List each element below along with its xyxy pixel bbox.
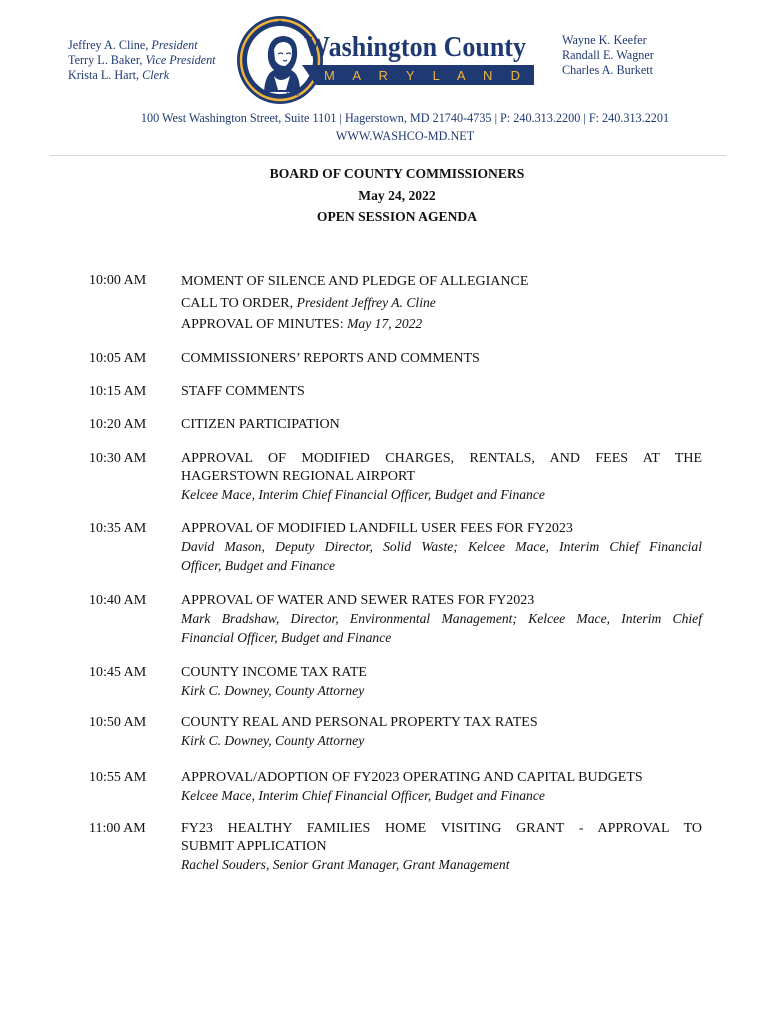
- agenda-line: [181, 664, 702, 682]
- agenda-line-text: COUNTY INCOME TAX RATE: [181, 665, 367, 680]
- agenda-time: 10:05 AM: [89, 351, 147, 366]
- agenda-line-text: APPROVAL OF MINUTES:: [181, 317, 348, 332]
- agenda-line: [181, 769, 702, 787]
- agenda-line-italic: Kelcee Mace, Interim Chief Financial Officer, Budget and Finance: [181, 788, 545, 803]
- agenda-body: [181, 416, 702, 434]
- agenda-body: [181, 520, 702, 576]
- agenda-line-text: MOMENT OF SILENCE AND PLEDGE OF ALLEGIANCE: [181, 274, 529, 289]
- seal-year: 1776: [286, 91, 299, 98]
- address-line: 100 West Washington Street, Suite 1101 | Hagerstown, MD 21740-4735 | P: 240.313.2200 | F: 240.313.2201: [140, 111, 670, 125]
- agenda-line: [181, 383, 702, 401]
- agenda-time: 10:30 AM: [89, 451, 147, 466]
- agenda-line-text: COUNTY REAL AND PERSONAL PROPERTY TAX RATES: [181, 715, 538, 730]
- agenda-body: [181, 383, 702, 401]
- agenda-line-italic: Kirk C. Downey, County Attorney: [181, 733, 365, 748]
- agenda-line: [181, 520, 702, 538]
- agenda-line: [181, 486, 702, 505]
- agenda-title-block: [0, 163, 770, 228]
- washington-county-logo: [234, 14, 536, 106]
- officer-line: Jeffrey A. Cline, President: [68, 38, 198, 52]
- officer-name: Terry L. Baker: [68, 53, 140, 67]
- commissioner-name: Charles A. Burkett: [562, 63, 654, 77]
- agenda-time: 10:35 AM: [89, 521, 147, 536]
- meeting-date: May 24, 2022: [358, 187, 436, 203]
- agenda-line-text: SUBMIT APPLICATION: [181, 839, 327, 854]
- agenda-line: [181, 820, 702, 838]
- agenda-time: 10:50 AM: [89, 715, 147, 730]
- agenda-line: [181, 592, 702, 610]
- agenda-line-italic: David Mason, Deputy Director, Solid Waste; Kelcee Mace, Interim Chief Financial: [181, 539, 702, 554]
- agenda-line-text: HAGERSTOWN REGIONAL AIRPORT: [181, 469, 416, 484]
- agenda-line: [181, 450, 702, 468]
- agenda-time: 10:40 AM: [89, 593, 147, 608]
- officer-role: President: [151, 38, 198, 52]
- agenda-line: [181, 293, 702, 315]
- agenda-time: 10:45 AM: [89, 665, 147, 680]
- agenda-line: [181, 714, 702, 732]
- agenda-line-italic: Officer, Budget and Finance: [181, 558, 336, 573]
- agenda-line-italic: Kirk C. Downey, County Attorney: [181, 683, 365, 698]
- agenda-line: [181, 682, 702, 701]
- agenda-line: [181, 732, 702, 751]
- agenda-line: [181, 468, 702, 486]
- agenda-line: [181, 350, 702, 368]
- header-divider: [50, 155, 726, 156]
- officer-name: Krista L. Hart: [68, 68, 137, 82]
- agenda-body: [181, 450, 702, 505]
- agenda-line-text: APPROVAL OF WATER AND SEWER RATES FOR FY2023: [181, 593, 535, 608]
- website-link[interactable]: WWW.WASHCO-MD.NET: [335, 129, 475, 143]
- agenda-line: [181, 557, 702, 576]
- officer-name: Jeffrey A. Cline: [68, 38, 146, 52]
- agenda-time: 10:55 AM: [89, 770, 147, 785]
- agenda-line-italic: Rachel Souders, Senior Grant Manager, Grant Management: [181, 857, 510, 872]
- agenda-body: [181, 820, 702, 875]
- agenda-time: 11:00 AM: [89, 821, 146, 836]
- agenda-line-italic: Mark Bradshaw, Director, Environmental Management; Kelcee Mace, Interim Chief: [181, 611, 702, 626]
- commissioners-list: [562, 33, 654, 78]
- agenda-line: [181, 314, 702, 336]
- agenda-line-text: STAFF COMMENTS: [181, 384, 305, 399]
- officer-line: Krista L. Hart, Clerk: [68, 68, 170, 82]
- officer-role: Clerk: [142, 68, 170, 82]
- agenda-line-text: CITIZEN PARTICIPATION: [181, 417, 340, 432]
- commissioner-name: Wayne K. Keefer: [562, 33, 647, 47]
- agenda-line-italic: May 17, 2022: [347, 316, 423, 331]
- officers-list: [68, 38, 216, 83]
- agenda-line: [181, 838, 702, 856]
- officer-line: Terry L. Baker, Vice President: [68, 53, 216, 67]
- agenda-line-italic: President Jeffrey A. Cline: [296, 294, 436, 310]
- agenda-line: [181, 416, 702, 434]
- board-title: BOARD OF COUNTY COMMISSIONERS: [269, 166, 525, 181]
- agenda-body: [181, 769, 702, 806]
- agenda-body: [181, 664, 702, 701]
- commissioner-name: Randall E. Wagner: [562, 48, 654, 62]
- agenda-line: [181, 787, 702, 806]
- agenda-line-text: CALL TO ORDER,: [181, 295, 297, 311]
- agenda-time: 10:20 AM: [89, 417, 147, 432]
- agenda-line-text: COMMISSIONERS’ REPORTS AND COMMENTS: [181, 351, 480, 366]
- agenda-line-text: APPROVAL/ADOPTION OF FY2023 OPERATING AND CAPITAL BUDGETS: [181, 770, 643, 785]
- logo-title: Washington County: [304, 32, 526, 63]
- agenda-line-text: APPROVAL OF MODIFIED LANDFILL USER FEES FOR FY2023: [181, 521, 573, 536]
- session-title: OPEN SESSION AGENDA: [316, 209, 478, 224]
- agenda-time: 10:00 AM: [89, 273, 147, 288]
- agenda-line-text: APPROVAL OF MODIFIED CHARGES, RENTALS, AND FEES AT THE: [181, 451, 702, 466]
- agenda-body: [181, 350, 702, 368]
- agenda-time: 10:15 AM: [89, 384, 147, 399]
- agenda-body: [181, 714, 702, 751]
- agenda-line: [181, 538, 702, 557]
- agenda-line: [181, 610, 702, 629]
- agenda-line: [181, 856, 702, 875]
- officer-role: Vice President: [145, 53, 216, 67]
- agenda-line: [181, 629, 702, 648]
- agenda-body: [181, 272, 702, 336]
- logo-state: M A R Y L A N D: [324, 68, 520, 83]
- agenda-line-italic: Financial Officer, Budget and Finance: [181, 630, 392, 645]
- agenda-line-italic: Kelcee Mace, Interim Chief Financial Officer, Budget and Finance: [181, 487, 545, 502]
- agenda-line: [181, 272, 702, 293]
- agenda-line-text: FY23 HEALTHY FAMILIES HOME VISITING GRANT - APPROVAL TO: [181, 821, 702, 836]
- agenda-body: [181, 592, 702, 648]
